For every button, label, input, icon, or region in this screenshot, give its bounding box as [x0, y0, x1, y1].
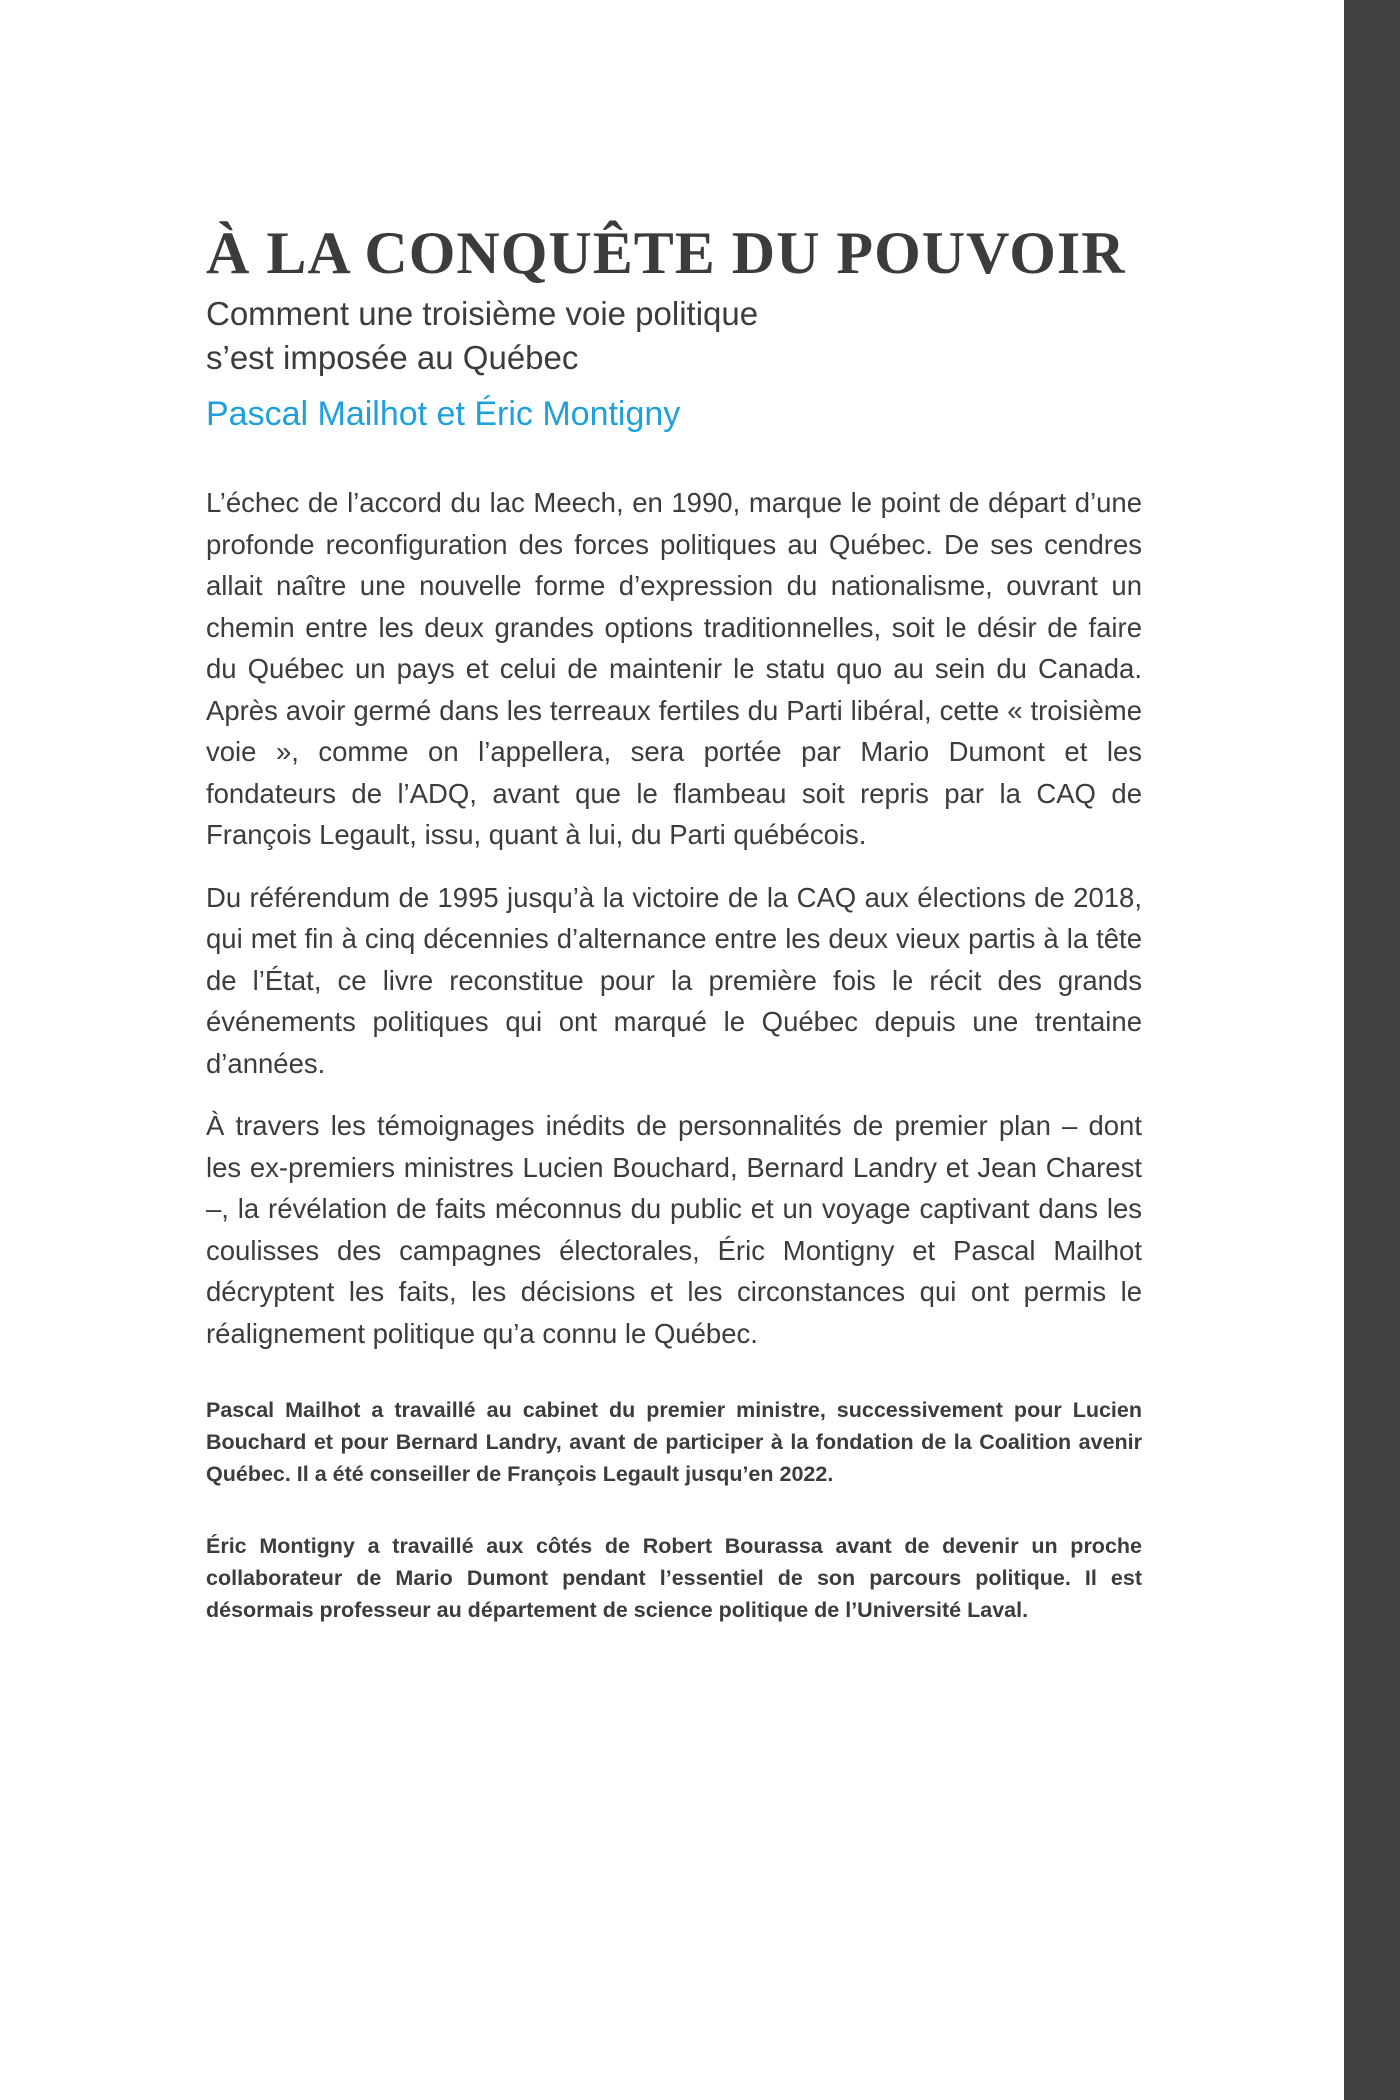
synopsis-paragraph: L’échec de l’accord du lac Meech, en 1990, marque le point de départ d’une profonde reconfiguration des forces politiques au Québec. De ses cendres allait naître une nouvelle forme d’expression du nationalisme, ouvrant un chemin entre les deux grandes options traditionnelles, soit le désir de faire du Québec un pays et celui de maintenir le statu quo au sein du Canada. Après avoir germé dans les terreaux fertiles du Parti libéral, cette « troisième voie », comme on l’appellera, sera portée par Mario Dumont et les fondateurs de l’ADQ, avant que le flambeau soit repris par la CAQ de François Legault, issu, quant à lui, du Parti québécois. — [206, 487, 1142, 850]
author-bios — [206, 1394, 1142, 1626]
subtitle-line: s’est imposée au Québec — [206, 339, 579, 376]
synopsis-paragraph: Du référendum de 1995 jusqu’à la victoire de la CAQ aux élections de 2018, qui met fin à cinq décennies d’alternance entre les deux vieux partis à la tête de l’État, ce livre reconstitue pour la première fois le récit des grands événements politiques qui ont marqué le Québec depuis une trentaine d’années. — [206, 881, 1142, 1079]
synopsis — [206, 482, 1142, 1354]
book-subtitle — [206, 292, 906, 380]
author-bio: Éric Montigny a travaillé aux côtés de Robert Bourassa avant de devenir un proche collaborateur de Mario Dumont pendant l’essentiel de son parcours politique. Il est désormais professeur au département de science politique de l’Université Laval. — [206, 1534, 1142, 1622]
subtitle-line: Comment une troisième voie politique — [206, 295, 759, 332]
author-bio: Pascal Mailhot a travaillé au cabinet du premier ministre, successivement pour Lucien Bouchard et pour Bernard Landry, avant de participer à la fondation de la Coalition avenir Québec. Il a été conseiller de François Legault jusqu’en 2022. — [206, 1398, 1142, 1486]
back-cover-content — [206, 218, 1142, 1666]
book-title: À LA CONQUÊTE DU POUVOIR — [206, 220, 1126, 286]
book-authors: Pascal Mailhot et Éric Montigny — [206, 395, 681, 433]
book-spine-bar — [1344, 0, 1400, 2100]
synopsis-paragraph: À travers les témoignages inédits de personnalités de premier plan – dont les ex-premiers ministres Lucien Bouchard, Bernard Landry et Jean Charest –, la révélation de faits méconnus du public et un voyage captivant dans les coulisses des campagnes électorales, Éric Montigny et Pascal Mailhot décryptent les faits, les décisions et les circonstances qui ont permis le réalignement politique qu’a connu le Québec. — [206, 1110, 1142, 1349]
